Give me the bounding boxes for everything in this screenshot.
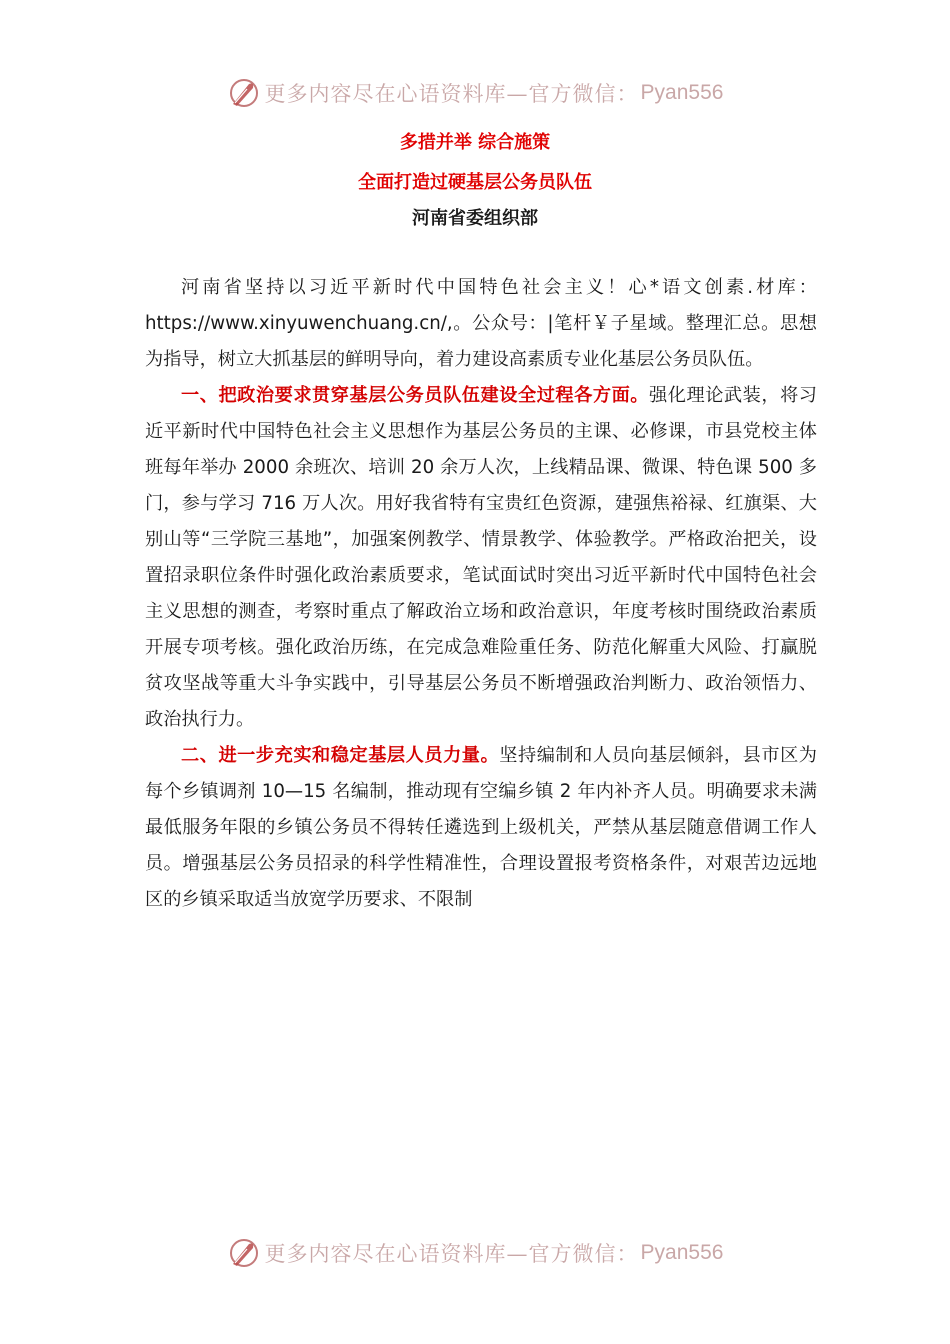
footer-watermark-banner	[0, 1236, 950, 1270]
quill-logo-icon	[227, 1236, 261, 1270]
header-watermark-banner	[0, 76, 950, 110]
banner-wechat-id: Pyan556	[640, 81, 724, 104]
title-line-2: 全面打造过硬基层公务员队伍	[358, 172, 592, 193]
author-line: 河南省委组织部	[412, 208, 538, 229]
section-1-heading: 一、把政治要求贯穿基层公务员队伍建设全过程各方面。	[181, 385, 650, 406]
quill-logo-icon	[227, 76, 261, 110]
section-2-paragraph	[145, 738, 817, 918]
section-2-heading: 二、进一步充实和稳定基层人员力量。	[181, 745, 500, 766]
section-1-text: 强化理论武装，将习近平新时代中国特色社会主义思想作为基层公务员的主课、必修课，市县党校主体班每年举办 2000 余班次、培训 20 余万人次，上线精品课、微课、特色课 500 多门，参与学习 716 万人次。用好我省特有宝贵红色资源，建强焦裕禄、红旗渠、大别山等“三学院三基地”，加强案例教学、情景教学、体验教学。严格政治把关，设置招录职位条件时强化政治素质要求，笔试面试时突出习近平新时代中国特色社会主义思想的测查，考察时重点了解政治立场和政治意识，年度考核时围绕政治素质开展专项考核。强化政治历练，在完成急难险重任务、防范化解重大风险、打赢脱贫攻坚战等重大斗争实践中，引导基层公务员不断增强政治判断力、政治领悟力、政治执行力。	[145, 385, 817, 730]
footer-banner-text: 更多内容尽在心语资料库—官方微信：	[264, 1242, 639, 1266]
banner-text: 更多内容尽在心语资料库—官方微信：	[264, 82, 639, 106]
intro-paragraph: 河南省坚持以习近平新时代中国特色社会主义！心*语文创素.材库：https://www.xinyuwenchuang.cn/,。公众号：|笔杆￥子星域。整理汇总。思想为指导，树立大抓基层的鲜明导向，着力建设高素质专业化基层公务员队伍。	[145, 277, 817, 370]
section-2-text: 坚持编制和人员向基层倾斜，县市区为每个乡镇调剂 10—15 名编制，推动现有空编乡镇 2 年内补齐人员。明确要求未满最低服务年限的乡镇公务员不得转任遴选到上级机关，严禁从基层随意借调工作人员。增强基层公务员招录的科学性精准性，合理设置报考资格条件，对艰苦边远地区的乡镇采取适当放宽学历要求、不限制	[145, 745, 817, 910]
footer-banner-wechat-id: Pyan556	[640, 1241, 724, 1264]
title-line-1: 多措并举 综合施策	[399, 132, 551, 153]
article-body	[145, 270, 817, 918]
section-1-paragraph	[145, 378, 817, 738]
